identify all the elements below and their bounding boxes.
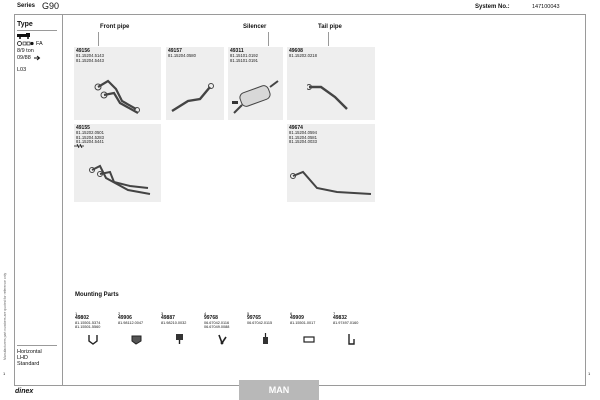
front-pipe-drawing [92,73,144,115]
part-number: 99768 [204,315,218,321]
silencer-pointer [268,32,269,46]
series-value: G90 [42,1,60,11]
type-code: FA [36,41,43,47]
part-number: 49157 [168,48,182,54]
part-number: 49608 [289,48,303,54]
gasket-icon [302,333,316,345]
oem-codes: 81.15101.0192 81.15101.0191 [230,53,258,63]
tail-pipe-drawing [307,83,357,113]
oem-codes: 81.15204.0580 [168,53,196,58]
mounting-part[interactable]: 3 49887 81.98210.0032 [161,311,203,351]
part-number: 49311 [230,48,244,54]
tail-pipe-drawing [289,168,373,198]
mounting-part[interactable]: 4 99768 06.67042.0116 06.67049.0088 [204,311,246,351]
page-number-left: 1 [3,371,6,376]
mounting-part[interactable]: 5 99765 06.67042.0115 [247,311,289,351]
product-card[interactable] [228,47,283,120]
date-from: 09/88 [17,55,31,61]
section-tail-pipe: Tail pipe [318,24,342,30]
product-card[interactable] [74,47,161,120]
vehicle-brand-tab: MAN [239,380,319,400]
reference-note: Manufacturers part numbers are quoted for reference only [3,272,7,360]
tail-pipe-pointer [328,32,329,46]
steering-side: LHD [17,355,29,361]
header-divider [14,14,586,15]
type-column-divider [62,15,63,385]
section-silencer: Silencer [243,24,267,30]
type-title: Type [17,21,33,28]
oem-codes: 81.15204.5143 81.15204.5443 [76,53,104,63]
oem-codes: 81.15204.0594 81.15204.0581 81.15204.0033 [289,130,317,145]
truck-icon [17,33,31,39]
engine-code: L03 [17,67,27,73]
part-number: 49802 [75,315,89,321]
product-card[interactable] [287,124,375,202]
bracket-icon [130,333,144,345]
part-number: 49906 [118,315,132,321]
part-number: 49887 [161,315,175,321]
clamp-icon [87,333,101,345]
rubber-mount-icon [173,333,187,345]
u-bolt-icon [345,333,359,347]
oem-codes: 81.15202.0218 [289,53,317,58]
type-underline [17,30,57,31]
part-number: 49156 [76,48,90,54]
mounting-part[interactable]: 6 49909 81.15501.0017 [290,311,332,351]
bolt-icon [259,333,273,345]
product-card[interactable] [166,47,224,120]
hanger-icon [216,333,230,345]
pipe-drawing [170,83,220,113]
oem-codes: 81.15202.0501 81.15204.5283 81.15204.5441 [76,130,104,145]
product-card[interactable] [287,47,375,120]
part-number: 49909 [290,315,304,321]
front-pipe-pointer [98,32,99,46]
front-pipe-drawing [88,164,152,198]
mounting-part[interactable]: 1 49802 81.15501.5374 81.15501.5560 [75,311,117,351]
part-number: 49674 [289,125,303,131]
arrow-right-icon [34,55,41,61]
product-card[interactable] [74,124,161,202]
section-mounting-parts: Mounting Parts [75,292,119,298]
left-border [14,15,15,385]
part-number: 49155 [76,125,90,131]
part-number: 99765 [247,315,261,321]
section-front-pipe: Front pipe [100,24,130,30]
system-number-label: System No.: [475,4,510,10]
variant: Standard [17,361,40,367]
brand-logo: dinex [15,388,34,395]
footer-type-divider [17,345,57,346]
part-number: 49832 [333,315,347,321]
cut-pipe-icon [74,144,84,148]
page-number-right: 1 [588,371,591,376]
system-number-value: 147100043 [532,4,560,10]
right-border [585,15,586,385]
series-label: Series [17,3,36,9]
tonnage: 8/9 ton [17,48,34,54]
silencer-drawing [232,79,280,115]
mounting-orientation: Horizontal [17,349,42,355]
mounting-part[interactable]: 7 49832 81.97497.0160 [333,311,375,351]
axle-config-icon [17,41,34,46]
mounting-part[interactable]: 2 49906 81.98112.0047 [118,311,160,351]
